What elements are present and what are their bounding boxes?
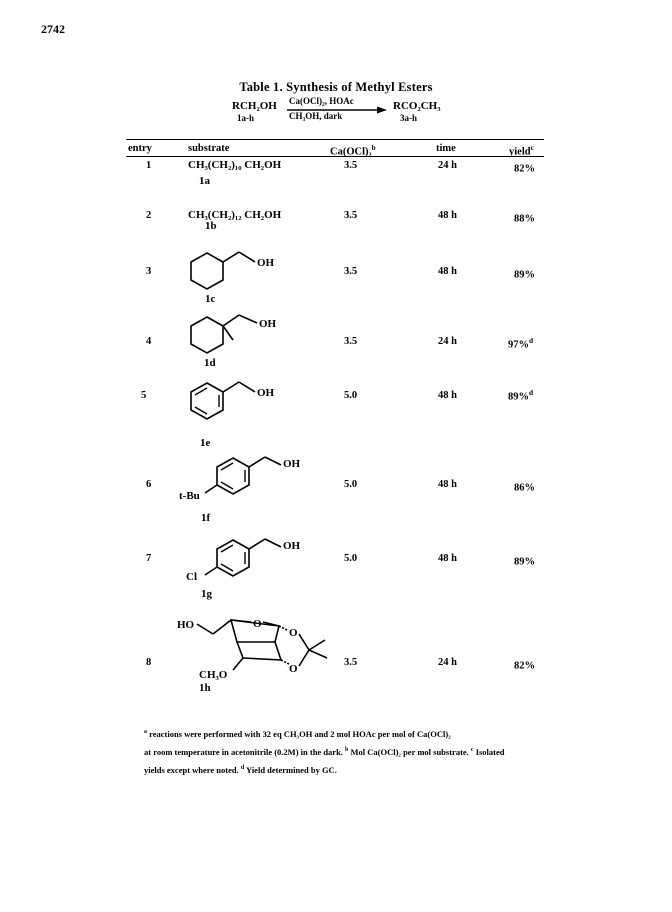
- row-substrate: CH₃(CH₂)₁₂ CH₂OH: [188, 209, 282, 221]
- compound-label: 1g: [201, 588, 212, 600]
- compound-label: 1c: [205, 293, 216, 305]
- footnote-line-2: at room temperature in acetonitrile (0.2M) in the dark. $^b$ Mol Ca(OCl)₂ per mol substrate. $^c$ Isolated: [144, 746, 505, 757]
- compound-label: 1h: [199, 682, 211, 694]
- structure-benzyl-alcohol: [175, 370, 295, 432]
- compound-label: 1f: [201, 512, 211, 524]
- row-entry: 4: [146, 336, 152, 347]
- compound-label: 1b: [205, 220, 217, 232]
- row-time: 24 h: [438, 160, 457, 171]
- table-title: Table 1. Synthesis of Methyl Esters: [239, 80, 433, 94]
- compound-label: 1d: [204, 357, 216, 369]
- structure-cl: Cl: [186, 571, 197, 583]
- row-yield: 88%: [514, 213, 535, 225]
- structure-ho: HO: [177, 619, 195, 631]
- compound-label: 1e: [200, 437, 211, 449]
- page-number: 2742: [41, 22, 65, 36]
- row-reagent: 5.0: [344, 553, 358, 564]
- footnotes: [144, 724, 505, 777]
- scheme-reactant-label: 1a-h: [237, 113, 255, 123]
- row-yield: 86%: [514, 482, 535, 494]
- row-entry: 1: [146, 160, 152, 171]
- row-entry: 8: [146, 657, 152, 668]
- row-time: 48 h: [438, 479, 457, 490]
- scheme-product: RCO₂CH₃: [393, 100, 441, 112]
- header-yield: yield$^c$: [509, 143, 534, 158]
- row-reagent: 3.5: [344, 266, 358, 277]
- row-time: 48 h: [438, 266, 457, 277]
- footnote-line-1: $^a$ reactions were performed with 32 eq CH₃OH and 2 mol HOAc per mol of Ca(OCl)₂: [144, 728, 451, 739]
- structure-oh: OH: [259, 318, 277, 330]
- structure-methylcyclohexylmethanol: [175, 305, 295, 367]
- row-yield: 89%$^d$: [508, 388, 534, 403]
- structure-oxygen-top: O: [289, 627, 298, 639]
- row-entry: 2: [146, 210, 152, 221]
- header-entry: entry: [128, 143, 152, 154]
- row-entry: 7: [146, 553, 152, 564]
- row-time: 48 h: [438, 553, 457, 564]
- structure-oh: OH: [283, 540, 301, 552]
- header-time: time: [436, 143, 456, 154]
- header-substrate: substrate: [188, 143, 230, 154]
- row-yield: 97%$^d$: [508, 336, 534, 351]
- structure-tbu: t-Bu: [179, 490, 200, 502]
- row-reagent: 3.5: [344, 160, 358, 171]
- table-top-rule: [126, 139, 544, 140]
- structure-chlorobenzyl-alcohol: [175, 528, 325, 588]
- reaction-scheme: [0, 98, 672, 128]
- scheme-reagents-top: Ca(OCl)₂, HOAc: [289, 96, 354, 106]
- row-reagent: 3.5: [344, 210, 358, 221]
- structure-cyclohexylmethanol: [175, 240, 295, 300]
- row-entry: 6: [146, 479, 152, 490]
- row-time: 24 h: [438, 336, 457, 347]
- row-time: 24 h: [438, 657, 457, 668]
- compound-label: 1a: [199, 175, 210, 187]
- structure-oh: OH: [257, 387, 275, 399]
- structure-t-butylbenzyl-alcohol: [175, 448, 325, 508]
- scheme-reactant: RCH₂OH: [232, 100, 277, 112]
- header-reagent: Ca(OCl)₂$^b$: [330, 143, 376, 158]
- structure-isopropylidene-furanose: [175, 612, 345, 690]
- row-time: 48 h: [438, 210, 457, 221]
- row-yield: 89%: [514, 556, 535, 568]
- row-entry: 3: [146, 266, 152, 277]
- scheme-product-label: 3a-h: [400, 113, 418, 123]
- row-reagent: 5.0: [344, 390, 358, 401]
- row-reagent: 3.5: [344, 657, 358, 668]
- scheme-reagents-bottom: CH₃OH, dark: [289, 111, 343, 121]
- footnote-line-3: yields except where noted. $^d$ Yield determined by GC.: [144, 764, 337, 775]
- row-reagent: 3.5: [344, 336, 358, 347]
- structure-oh: OH: [257, 257, 275, 269]
- structure-ring-oxygen: O: [253, 618, 262, 630]
- row-yield: 82%: [514, 163, 535, 175]
- structure-methoxy: CH₃O: [199, 669, 228, 681]
- row-substrate: CH₃(CH₂)₁₀ CH₂OH: [188, 159, 282, 171]
- structure-oh: OH: [283, 458, 301, 470]
- row-yield: 82%: [514, 660, 535, 672]
- structure-oxygen-bottom: O: [289, 663, 298, 675]
- row-yield: 89%: [514, 269, 535, 281]
- row-reagent: 5.0: [344, 479, 358, 490]
- row-entry: 5: [141, 390, 147, 401]
- row-time: 48 h: [438, 390, 457, 401]
